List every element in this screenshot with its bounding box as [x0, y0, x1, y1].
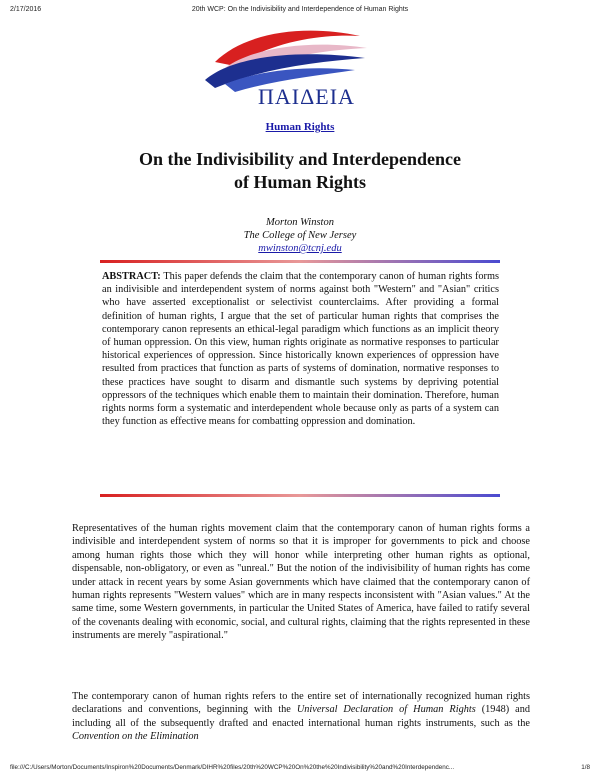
paideia-logo-text: ΠΑΙΔΕΙΑ: [258, 84, 355, 109]
p2-text-b: (1948) and including all of the subsequently drafted and enacted international human rights instruments, such as the: [72, 704, 531, 729]
author-name: Morton Winston: [266, 217, 334, 228]
print-date: 2/17/2016: [10, 6, 42, 13]
page-title: [100, 148, 500, 194]
body-paragraph-1: Representatives of the human rights movement claim that the contemporary canon of human rights forms a indivisible and interdependent system of norms so that it is improper for governments to pick and choose among human rights those which they will honor while interpreting other human rights as optional, dispensable, non-obligatory, or even as "unreal." But the notion of the indivisibility of human rights has come under attack in recent years by some Asian governments which have claimed that the contemporary canon of human rights represents "Western values" which are in many respects inconsistent with "Asian values." At the same time, some Western governments, in particular the United States of America, have failed to ratify several of the covenants dealing with economic, social, and cultural rights, claiming that the rights represented in these instruments are merely "aspirational.": [72, 523, 530, 642]
print-page-number: 1/8: [581, 764, 590, 771]
body-paragraph-2: [72, 690, 530, 744]
title-line-2: of Human Rights: [233, 172, 367, 192]
bottom-divider: [100, 494, 500, 497]
author-affiliation: The College of New Jersey: [243, 230, 357, 241]
print-page-title: 20th WCP: On the Indivisibility and Interdependence of Human Rights: [191, 6, 409, 13]
top-divider: [100, 260, 500, 263]
author-email-link[interactable]: mwinston@tcnj.edu: [258, 243, 342, 254]
print-file-path: file:///C:/Users/Morton/Documents/Inspiron%20Documents/Denmark/DIHR%20files/20th%20WCP%20On%20the%20Indivisibility%20and%20Interdependenc...: [10, 764, 455, 771]
p2-text-a: The contemporary canon of human rights refers to the entire set of internationally recognized human rights declarations and conventions, beginning with the: [72, 691, 530, 716]
title-line-1: On the Indivisibility and Interdependence: [138, 149, 462, 169]
convention-title: Convention on the Elimination: [72, 731, 199, 743]
abstract-text: This paper defends the claim that the contemporary canon of human rights forms an indivisible and interdependent system of norms against both "Western" and "Asian" critics who have asserted exceptionalist or selectivist counterclaims. After providing a formal definition of human rights, I argue that the set of particular human rights that comprises the contemporary canon represents an ethical-legal paradigm which functions as an implicit theory of human oppression. On this view, human rights originate as normative responses to particular historical experiences of oppression. Since historically known experiences of oppression have resulted from practices that function as parts of systems of domination, normative responses to these practices have sought to disarm and dismantle such systems by depriving potential oppressors of the techniques which enable them to maintain their domination. Therefore, human rights norms form a systematic and interdependent whole because only as parts of a system can they function as effective means for combatting oppression and domination.: [102, 271, 499, 428]
udhr-title: Universal Declaration of Human Rights: [296, 704, 476, 716]
print-header: [0, 0, 600, 18]
author-block: [0, 216, 600, 255]
human-rights-section-link[interactable]: Human Rights: [265, 121, 335, 133]
print-footer: [0, 762, 600, 776]
abstract-label: ABSTRACT:: [102, 271, 161, 282]
abstract: [102, 270, 499, 428]
